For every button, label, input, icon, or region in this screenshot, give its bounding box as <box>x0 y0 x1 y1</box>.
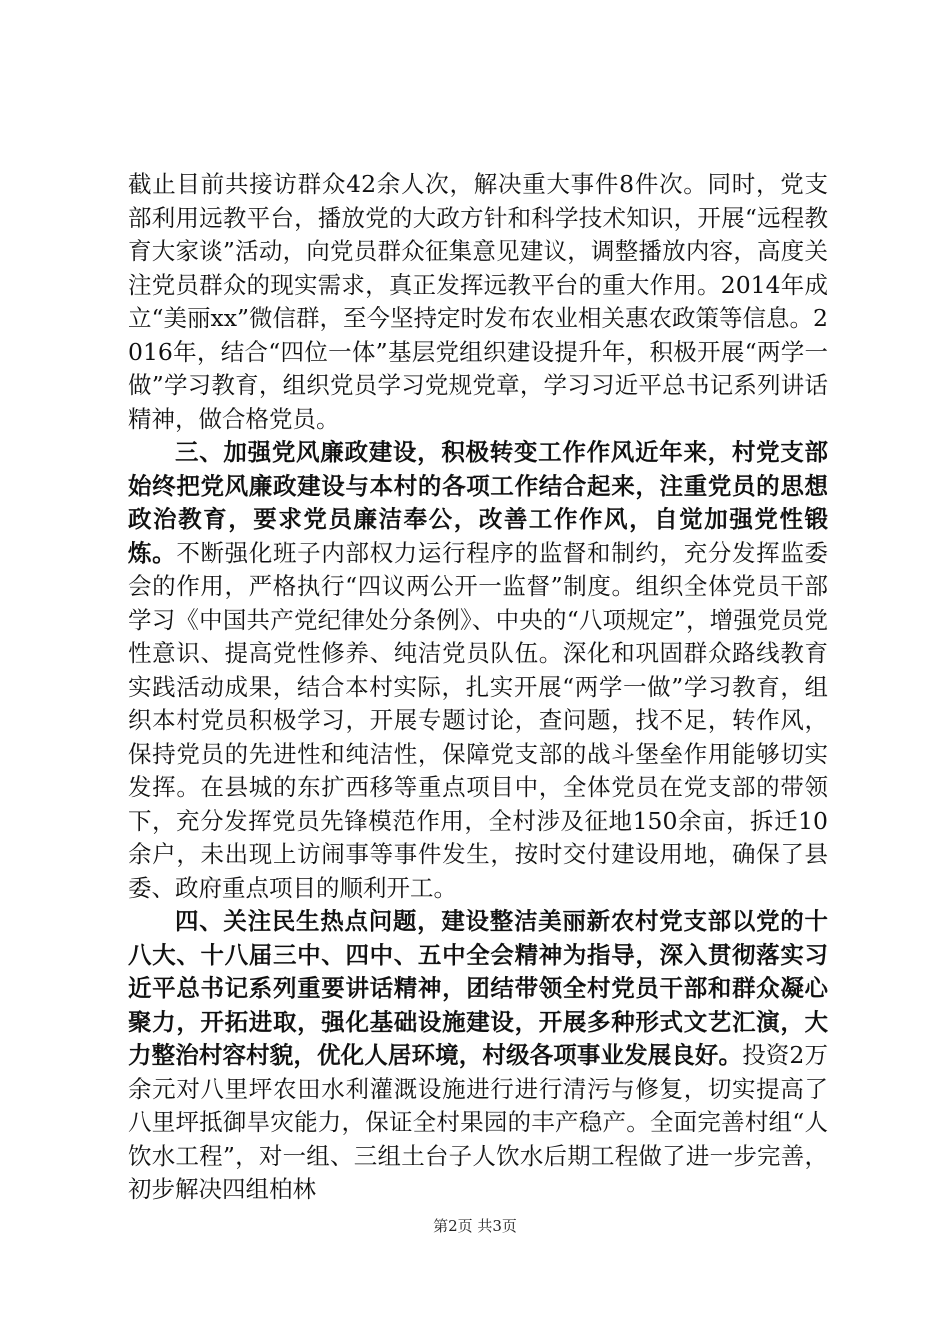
paragraph-1-text: 截止目前共接访群众42余人次，解决重大事件8件次。同时，党支部利用远教平台，播放党的大政方针和科学技术知识，开展“远程教育大家谈”活动，向党员群众征集意见建议，调整播放内容，高度关注党员群众的现实需求，真正发挥远教平台的重大作用。2014年成立“美丽xx”微信群，至今坚持定时发布农业相关惠农政策等信息。2016年，结合“四位一体”基层党组织建设提升年，积极开展“两学一做”学习教育，组织党员学习党规党章，学习习近平总书记系列讲话精神，做合格党员。 <box>128 170 828 433</box>
page-number-footer: 第2页 共3页 <box>433 1217 517 1235</box>
paragraph-2-text: 不断强化班子内部权力运行程序的监督和制约，充分发挥监委会的作用，严格执行“四议两公开一监督”制度。组织全体党员干部学习《中国共产党纪律处分条例》、中央的“八项规定”，增强党员党性意识、提高党性修养、纯洁党员队伍。深化和巩固群众路线教育实践活动成果，结合本村实际，扎实开展“两学一做”学习教育，组织本村党员积极学习，开展专题讨论，查问题，找不足，转作风，保持党员的先进性和纯洁性，保障党支部的战斗堡垒作用能够切实发挥。在县城的东扩西移等重点项目中，全体党员在党支部的带领下，充分发挥党员先锋模范作用，全村涉及征地150余亩，拆迁10余户，未出现上访闹事等事件发生，按时交付建设用地，确保了县委、政府重点项目的顺利开工。 <box>128 538 829 902</box>
document-body <box>128 168 828 1207</box>
paragraph-2-heading: 三、加强党风廉政建设，积极转变工作作风近年来，村党支部始终把党风廉政建设与本村的各项工作结合起来，注重党员的思想政治教育，要求党员廉洁奉公，改善工作作风，自觉加强党性锻炼。 <box>128 438 828 567</box>
paragraph-3-heading: 四、关注民生热点问题，建设整洁美丽新农村党支部以党的十八大、十八届三中、四中、五中全会精神为指导，深入贯彻落实习近平总书记系列重要讲话精神，团结带领全村党员干部和群众凝心聚力，开拓进取，强化基础设施建设，开展多种形式文艺汇演，大力整治村容村貌，优化人居环境，村级各项事业发展良好。 <box>128 907 828 1069</box>
paragraph-3-text: 投资2万余元对八里坪农田水利灌溉设施进行进行清污与修复，切实提高了八里坪抵御旱灾能力，保证全村果园的丰产稳产。全面完善村组“人饮水工程”，对一组、三组土台子人饮水后期工程做了进一步完善，初步解决四组柏林 <box>128 1041 829 1203</box>
paragraph-1 <box>128 168 828 436</box>
paragraph-3 <box>128 905 828 1207</box>
paragraph-2 <box>128 436 828 905</box>
